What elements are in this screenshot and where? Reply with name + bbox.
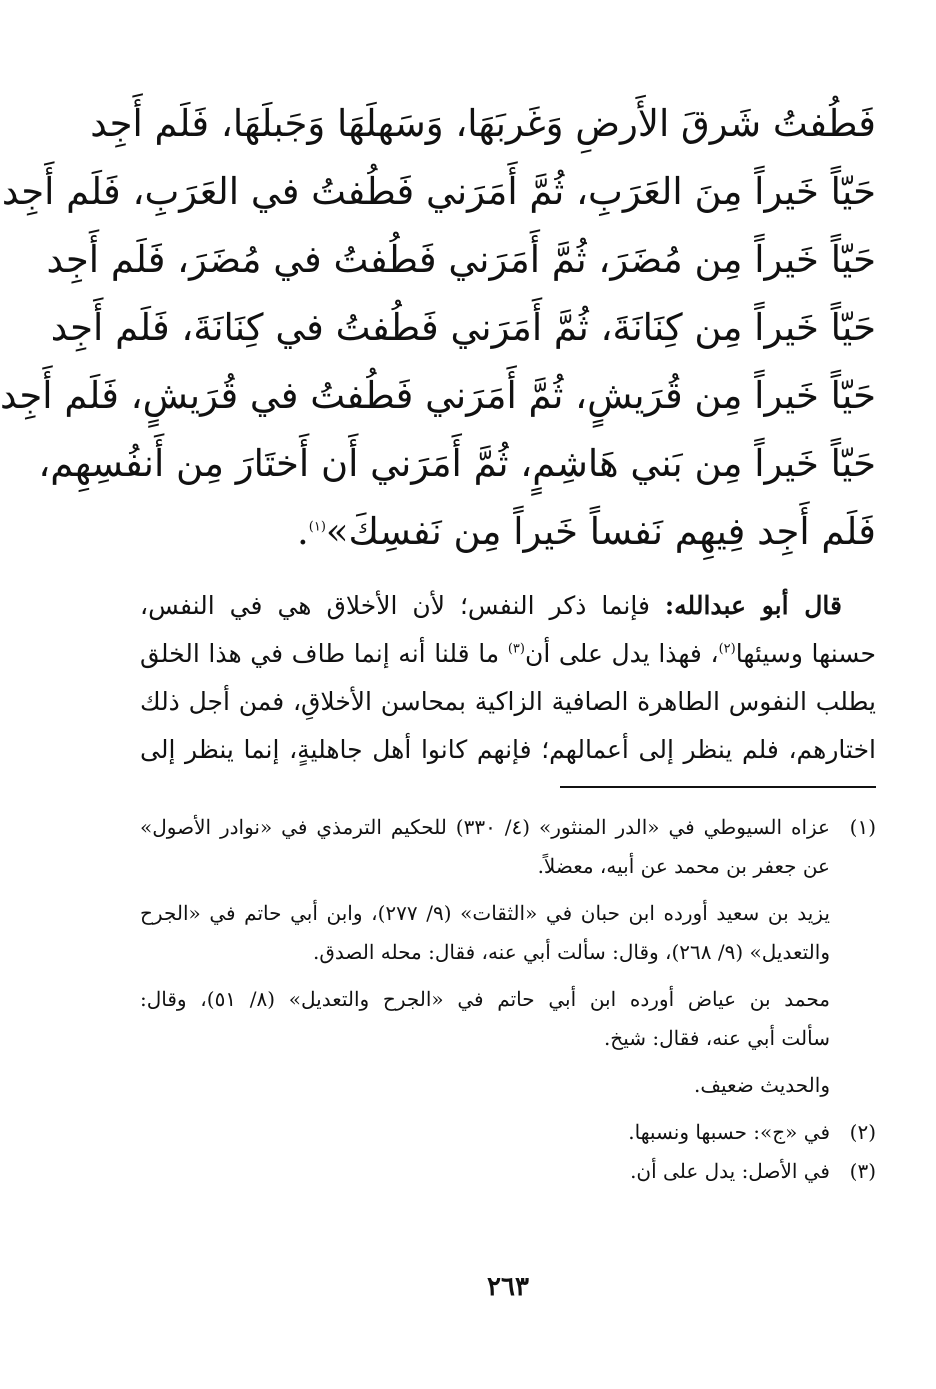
hadith-line: حَيّاً خَيراً مِنَ العَرَبِ، ثُمَّ أَمَرَني فَطُفتُ في العَرَبِ، فَلَم أَجِد [1, 170, 876, 213]
hadith-line: فَطُفتُ شَرقَ الأَرضِ وَغَربَهَا، وَسَهلَهَا وَجَبلَهَا، فَلَم أَجِد [90, 102, 876, 145]
footnote-text-line: عن جعفر بن محمد عن أبيه، معضلاً. [537, 854, 830, 878]
footnote-text-line: والتعديل» (٩/ ٢٦٨)، وقال: سألت أبي عنه، فقال: محله الصدق. [313, 940, 830, 964]
footnote-text: في «ج»: حسبها ونسبها. [628, 1120, 830, 1144]
footnote-text-line: محمد بن عياض أورده ابن أبي حاتم في «الجرح والتعديل» (٨/ ٥١)، وقال: [140, 987, 830, 1011]
footnote-number: (٣) [849, 1159, 876, 1183]
commentary-text: حسنها وسيئها [735, 639, 876, 668]
commentary-line [140, 630, 876, 678]
commentary-line: اختارهم، فلم ينظر إلى أعمالهم؛ فإنهم كانوا أهل جاهليةٍ، إنما ينظر إلى [140, 735, 876, 764]
footnote-ref-1: (١) [308, 519, 326, 535]
footnote-number: (١) [849, 815, 876, 839]
footnote-text-line: سألت أبي عنه، فقال: شيخ. [603, 1026, 830, 1050]
footnote-ref-2: (٢) [718, 641, 736, 657]
commentary-text: فإنما ذكر النفس؛ لأن الأخلاق هي في النفس، [140, 591, 665, 620]
commentary-lead: قال أبو عبدالله: [664, 591, 842, 620]
main-text [0, 90, 876, 774]
hadith-line: حَيّاً خَيراً مِن مُضَرَ، ثُمَّ أَمَرَني فَطُفتُ في مُضَرَ، فَلَم أَجِد [46, 238, 876, 281]
footnote-text-line: والحديث ضعيف. [693, 1073, 830, 1097]
hadith-line: حَيّاً خَيراً مِن كِنَانَةَ، ثُمَّ أَمَرَني فَطُفتُ في كِنَانَةَ، فَلَم أَجِد [50, 306, 876, 349]
commentary-text: ما قلنا أنه إنما طاف في هذا الخلق [140, 639, 508, 668]
footnote-2 [140, 1113, 876, 1152]
hadith-last-text: فَلَم أَجِد فِيهِم نَفساً خَيراً مِن نَفسِكَ» [325, 510, 876, 553]
footnote-3 [140, 1152, 876, 1191]
commentary-text: ، فهذا يدل على أن [524, 639, 719, 668]
footnote-text-line: يزيد بن سعيد أورده ابن حبان في «الثقات» (٩/ ٢٧٧)، وابن أبي حاتم في «الجرح [140, 901, 830, 925]
commentary-line [140, 582, 876, 630]
footnote-text: في الأصل: يدل على أن. [630, 1159, 830, 1183]
hadith-end-mark: . [297, 510, 309, 553]
footnote-1 [140, 808, 876, 847]
footnote-divider [560, 786, 876, 788]
commentary-line: يطلب النفوس الطاهرة الصافية الزاكية بمحاسن الأخلاقِ، فمن أجل ذلك [140, 687, 876, 716]
page-number: ٢٦٣ [487, 1272, 529, 1302]
footnote-ref-3: (٣) [507, 641, 525, 657]
hadith-line: حَيّاً خَيراً مِن بَني هَاشِمٍ، ثُمَّ أَمَرَني أَن أَختَارَ مِن أَنفُسِهِم، [38, 442, 876, 485]
hadith-line-last [140, 498, 876, 566]
hadith-line: حَيّاً خَيراً مِن قُرَيشٍ، ثُمَّ أَمَرَني فَطُفتُ في قُرَيشٍ، فَلَم أَجِد [0, 374, 876, 417]
footnotes [140, 808, 876, 1191]
footnote-number: (٢) [849, 1120, 876, 1144]
footnote-text: عزاه السيوطي في «الدر المنثور» (٤/ ٣٣٠) للحكيم الترمذي في «نوادر الأصول» [140, 815, 830, 839]
